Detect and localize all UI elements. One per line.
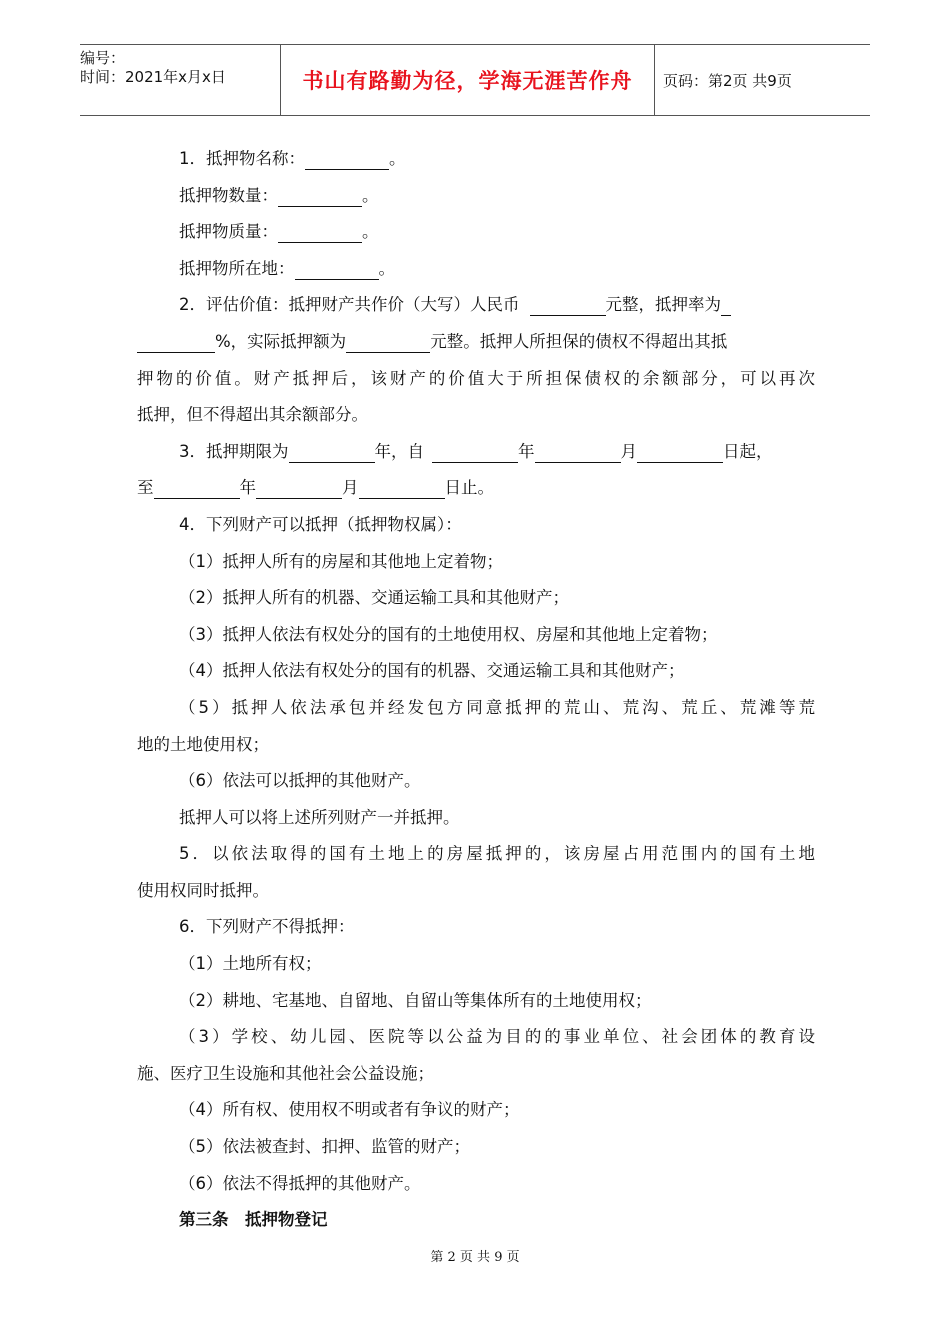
header-meta [80, 45, 281, 115]
blank-field [346, 330, 430, 353]
text: 日起， [723, 441, 773, 461]
valuation-line-3: 押物的价值。财产抵押后，该财产的价值大于所担保债权的余额部分，可以再次 [137, 368, 815, 388]
blank-field [154, 476, 240, 499]
list-item-cont: 地的土地使用权； [137, 734, 269, 754]
text: 3．抵押期限为 [179, 441, 289, 461]
text: 月 [620, 441, 637, 461]
blank-field [637, 440, 723, 463]
list-item: （4）所有权、使用权不明或者有争议的财产； [179, 1100, 520, 1120]
blank-field [305, 147, 389, 170]
blank-field [289, 440, 375, 463]
serial-number-label: 编号： [80, 49, 126, 67]
list-item: （4）抵押人依法有权处分的国有的机器、交通运输工具和其他财产； [179, 661, 685, 681]
time-label: 时间：2021年x月x日 [80, 68, 226, 86]
term-line-1 [137, 434, 815, 471]
non-pledgeable-title: 6．下列财产不得抵押： [179, 917, 355, 937]
blank-field [278, 184, 362, 207]
page-footer: 第 2 页 共 9 页 [430, 1250, 520, 1265]
term-line-2 [137, 470, 815, 507]
blank-field [137, 330, 215, 353]
blank-field [295, 257, 379, 280]
text: 年 [239, 478, 256, 498]
text: 。 [362, 222, 379, 242]
blank-field [256, 476, 342, 499]
list-item: （5）依法被查封、扣押、监管的财产； [179, 1137, 470, 1157]
text: 抵押物质量： [179, 222, 278, 242]
list-item: （6）依法可以抵押的其他财产。 [179, 771, 421, 791]
text: 2．评估价值：抵押财产共作价（大写）人民币 [179, 295, 520, 315]
list-item: （3）抵押人依法有权处分的国有的土地使用权、房屋和其他地上定着物； [179, 624, 718, 644]
list-item: （2）抵押人所有的机器、交通运输工具和其他财产； [179, 588, 569, 608]
list-item: （2）耕地、宅基地、自留地、自留山等集体所有的土地使用权； [179, 990, 652, 1010]
text: 日止。 [444, 478, 494, 498]
collateral-qty-line [137, 178, 815, 215]
text: 至 [137, 478, 154, 498]
blank-field [530, 293, 606, 316]
text: %，实际抵押额为 [215, 331, 347, 351]
list-item-cont: 施、医疗卫生设施和其他社会公益设施； [137, 1063, 434, 1083]
blank-field [721, 293, 731, 316]
collateral-quality-line [137, 214, 815, 251]
text: 抵押物所在地： [179, 258, 295, 278]
text: 。 [389, 149, 406, 168]
blank-field [278, 220, 362, 243]
list-item: （6）依法不得抵押的其他财产。 [179, 1173, 421, 1193]
paragraph: 5．以依法取得的国有土地上的房屋抵押的，该房屋占用范围内的国有土地 [179, 844, 815, 864]
text: 元整，抵押率为 [605, 295, 721, 315]
article-heading: 第三条 抵押物登记 [179, 1210, 328, 1230]
valuation-line-4: 抵押，但不得超出其余额部分。 [137, 405, 368, 425]
document-body [137, 141, 815, 1239]
text: 。 [378, 258, 395, 278]
text: 年，自 [374, 441, 424, 461]
list-item: （5）抵押人依法承包并经发包方同意抵押的荒山、荒沟、荒丘、荒滩等荒 [179, 697, 815, 717]
text: 月 [342, 478, 359, 498]
header-motto: 书山有路勤为径，学海无涯苦作舟 [281, 45, 655, 115]
blank-field [535, 440, 621, 463]
text: 1．抵押物名称： [179, 149, 305, 168]
text: 。 [362, 185, 379, 205]
pledgeable-title: 4．下列财产可以抵押（抵押物权属）： [179, 514, 462, 534]
paragraph: 抵押人可以将上述所列财产一并抵押。 [179, 807, 460, 827]
valuation-line-1 [137, 287, 815, 324]
collateral-name-line [137, 141, 815, 178]
page-header [80, 44, 870, 116]
list-item: （3）学校、幼儿园、医院等以公益为目的的事业单位、社会团体的教育设 [179, 1027, 815, 1047]
list-item: （1）抵押人所有的房屋和其他地上定着物； [179, 551, 503, 571]
valuation-line-2 [137, 324, 815, 361]
blank-field [432, 440, 518, 463]
collateral-location-line [137, 251, 815, 288]
header-page-info: 页码：第2页 共9页 [663, 71, 792, 90]
list-item: （1）土地所有权； [179, 954, 322, 974]
text: 抵押物数量： [179, 185, 278, 205]
text: 年 [518, 441, 535, 461]
blank-field [359, 476, 445, 499]
text: 元整。抵押人所担保的债权不得超出其抵 [430, 331, 728, 351]
paragraph-cont: 使用权同时抵押。 [137, 880, 269, 900]
